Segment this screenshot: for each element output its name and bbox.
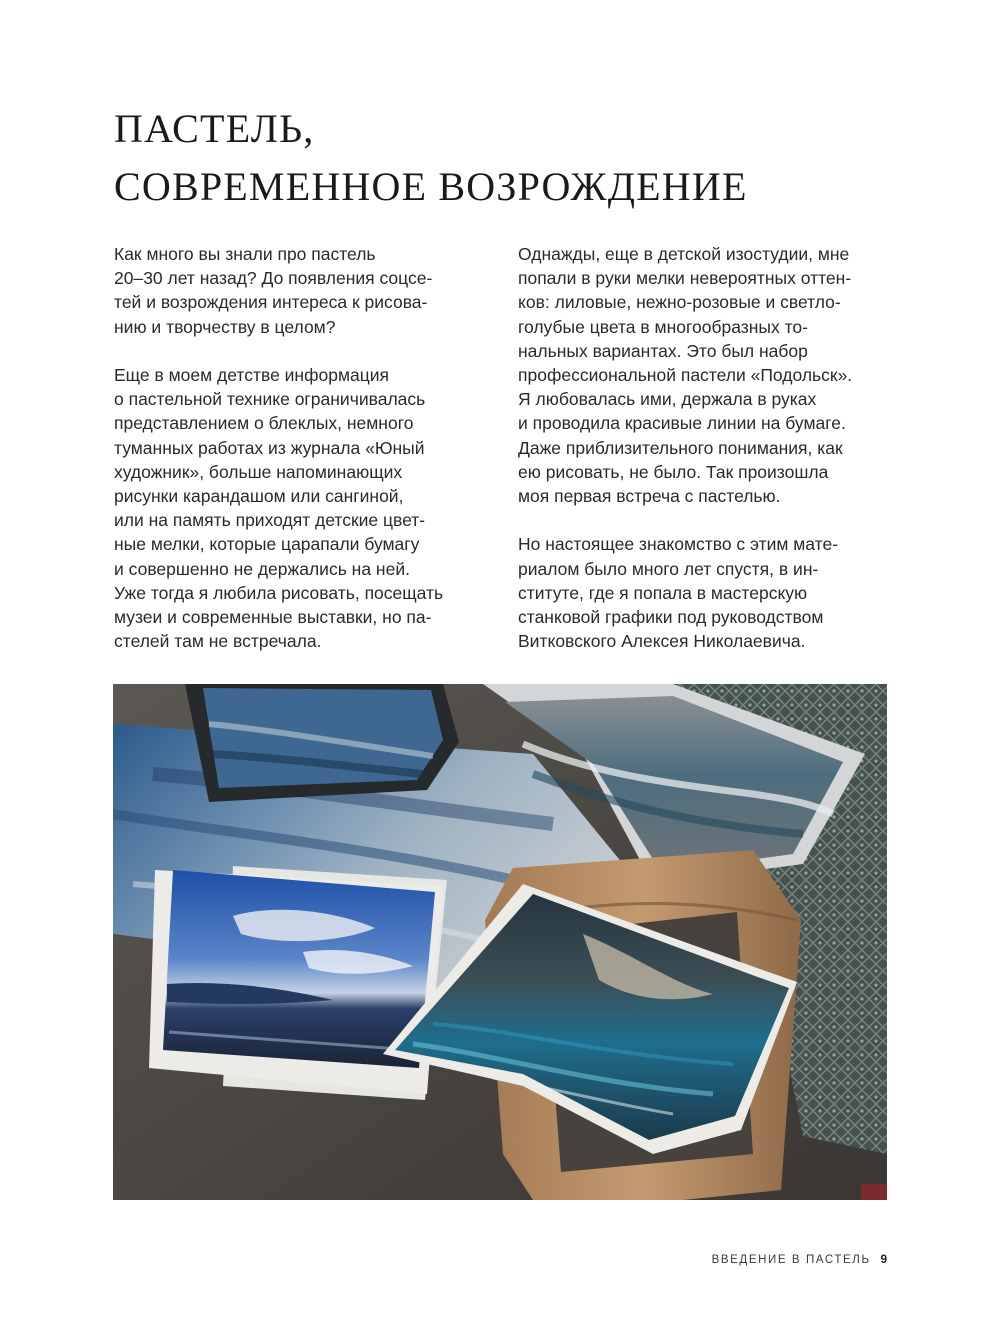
text-line: голубые цвета в многообразных то- [518, 316, 808, 337]
text-line: Даже приблизительного понимания, как [518, 437, 843, 458]
text-line: стелей там не встречала. [114, 631, 322, 652]
footer-section-title: ВВЕДЕНИЕ В ПАСТЕЛЬ [711, 1254, 871, 1266]
paragraph [518, 532, 890, 653]
text-line: тей и возрождения интереса к рисова- [114, 292, 428, 313]
text-line: или на память приходят детские цвет- [114, 510, 426, 531]
text-line: Витковского Алексея Николаевича. [518, 631, 806, 652]
text-line: Уже тогда я любила рисовать, посещать [114, 582, 444, 603]
paragraph [114, 363, 486, 653]
text-line: туманных работах из журнала «Юный [114, 437, 425, 458]
paragraph [518, 242, 890, 508]
text-line: попали в руки мелки невероятных оттен- [518, 268, 852, 289]
text-line: ституте, где я попала в мастерскую [518, 582, 808, 603]
body-column-right [518, 242, 890, 678]
text-line: ею рисовать, не было. Так произошла [518, 461, 829, 482]
pastel-paintings-photo [113, 684, 887, 1200]
text-line: и совершенно не держались на ней. [114, 558, 410, 579]
page-number: 9 [880, 1254, 887, 1266]
text-line: о пастельной технике ограничивалась [114, 389, 426, 410]
running-footer [712, 1254, 887, 1266]
page-title [114, 100, 914, 216]
photo-illustration [113, 684, 887, 1200]
text-line: риалом было много лет спустя, в ин- [518, 558, 819, 579]
page-title-line: СОВРЕМЕННОЕ ВОЗРОЖДЕНИЕ [114, 164, 748, 209]
text-line: музеи и современные выставки, но па- [114, 607, 432, 628]
text-line: Как много вы знали про пастель [114, 244, 376, 264]
text-line: ков: лиловые, нежно-розовые и светло- [518, 292, 841, 313]
text-line: станковой графики под руководством [518, 607, 824, 628]
text-line: Я любовалась ими, держала в руках [518, 389, 817, 410]
text-line: нальных вариантах. Это был набор [518, 340, 808, 361]
page-title-line: ПАСТЕЛЬ, [114, 106, 315, 151]
text-line: Еще в моем детстве информация [114, 365, 390, 385]
text-line: профессиональной пастели «Подольск». [518, 365, 853, 386]
body-column-left [114, 242, 486, 678]
text-line: и проводила красивые линии на бумаге. [518, 413, 846, 434]
paragraph [114, 242, 486, 339]
text-line: моя первая встреча с пастелью. [518, 486, 781, 507]
text-line: представлением о блеклых, немного [114, 413, 414, 434]
text-line: 20–30 лет назад? До появления соцсе- [114, 268, 433, 289]
text-line: Однажды, еще в детской изостудии, мне [518, 244, 850, 264]
text-line: нию и творчеству в целом? [114, 316, 336, 337]
text-line: Но настоящее знакомство с этим мате- [518, 534, 839, 555]
text-line: художник», больше напоминающих [114, 461, 403, 482]
text-line: рисунки карандашом или сангиной, [114, 486, 404, 507]
text-line: ные мелки, которые царапали бумагу [114, 534, 420, 555]
